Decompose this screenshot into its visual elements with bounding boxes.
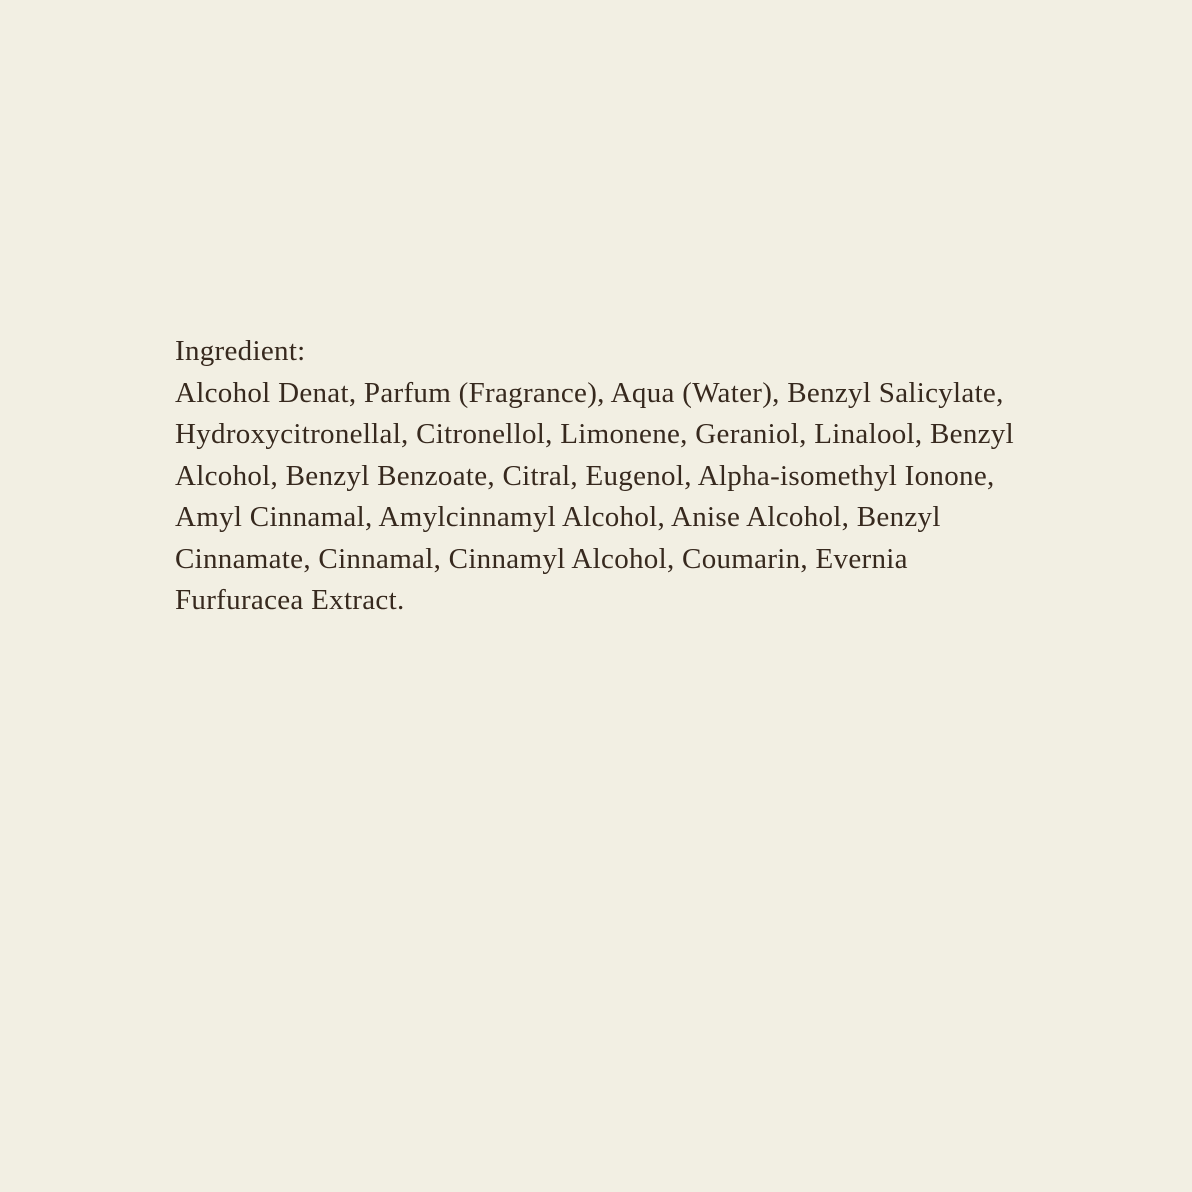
ingredient-label [175,331,1014,622]
ingredient-line-1: Alcohol Denat, Parfum (Fragrance), Aqua (Water), Benzyl Salicylate, [175,376,1004,409]
ingredient-line-3: Alcohol, Benzyl Benzoate, Citral, Eugenol, Alpha-isomethyl Ionone, [175,459,995,492]
ingredient-heading: Ingredient: [175,335,306,367]
ingredient-line-2: Hydroxycitronellal, Citronellol, Limonene, Geraniol, Linalool, Benzyl [175,418,1014,450]
ingredient-line-6: Furfuracea Extract. [175,584,405,616]
ingredient-line-5: Cinnamate, Cinnamal, Cinnamyl Alcohol, Coumarin, Evernia [175,542,908,575]
ingredient-line-4: Amyl Cinnamal, Amylcinnamyl Alcohol, Anise Alcohol, Benzyl [175,501,941,533]
